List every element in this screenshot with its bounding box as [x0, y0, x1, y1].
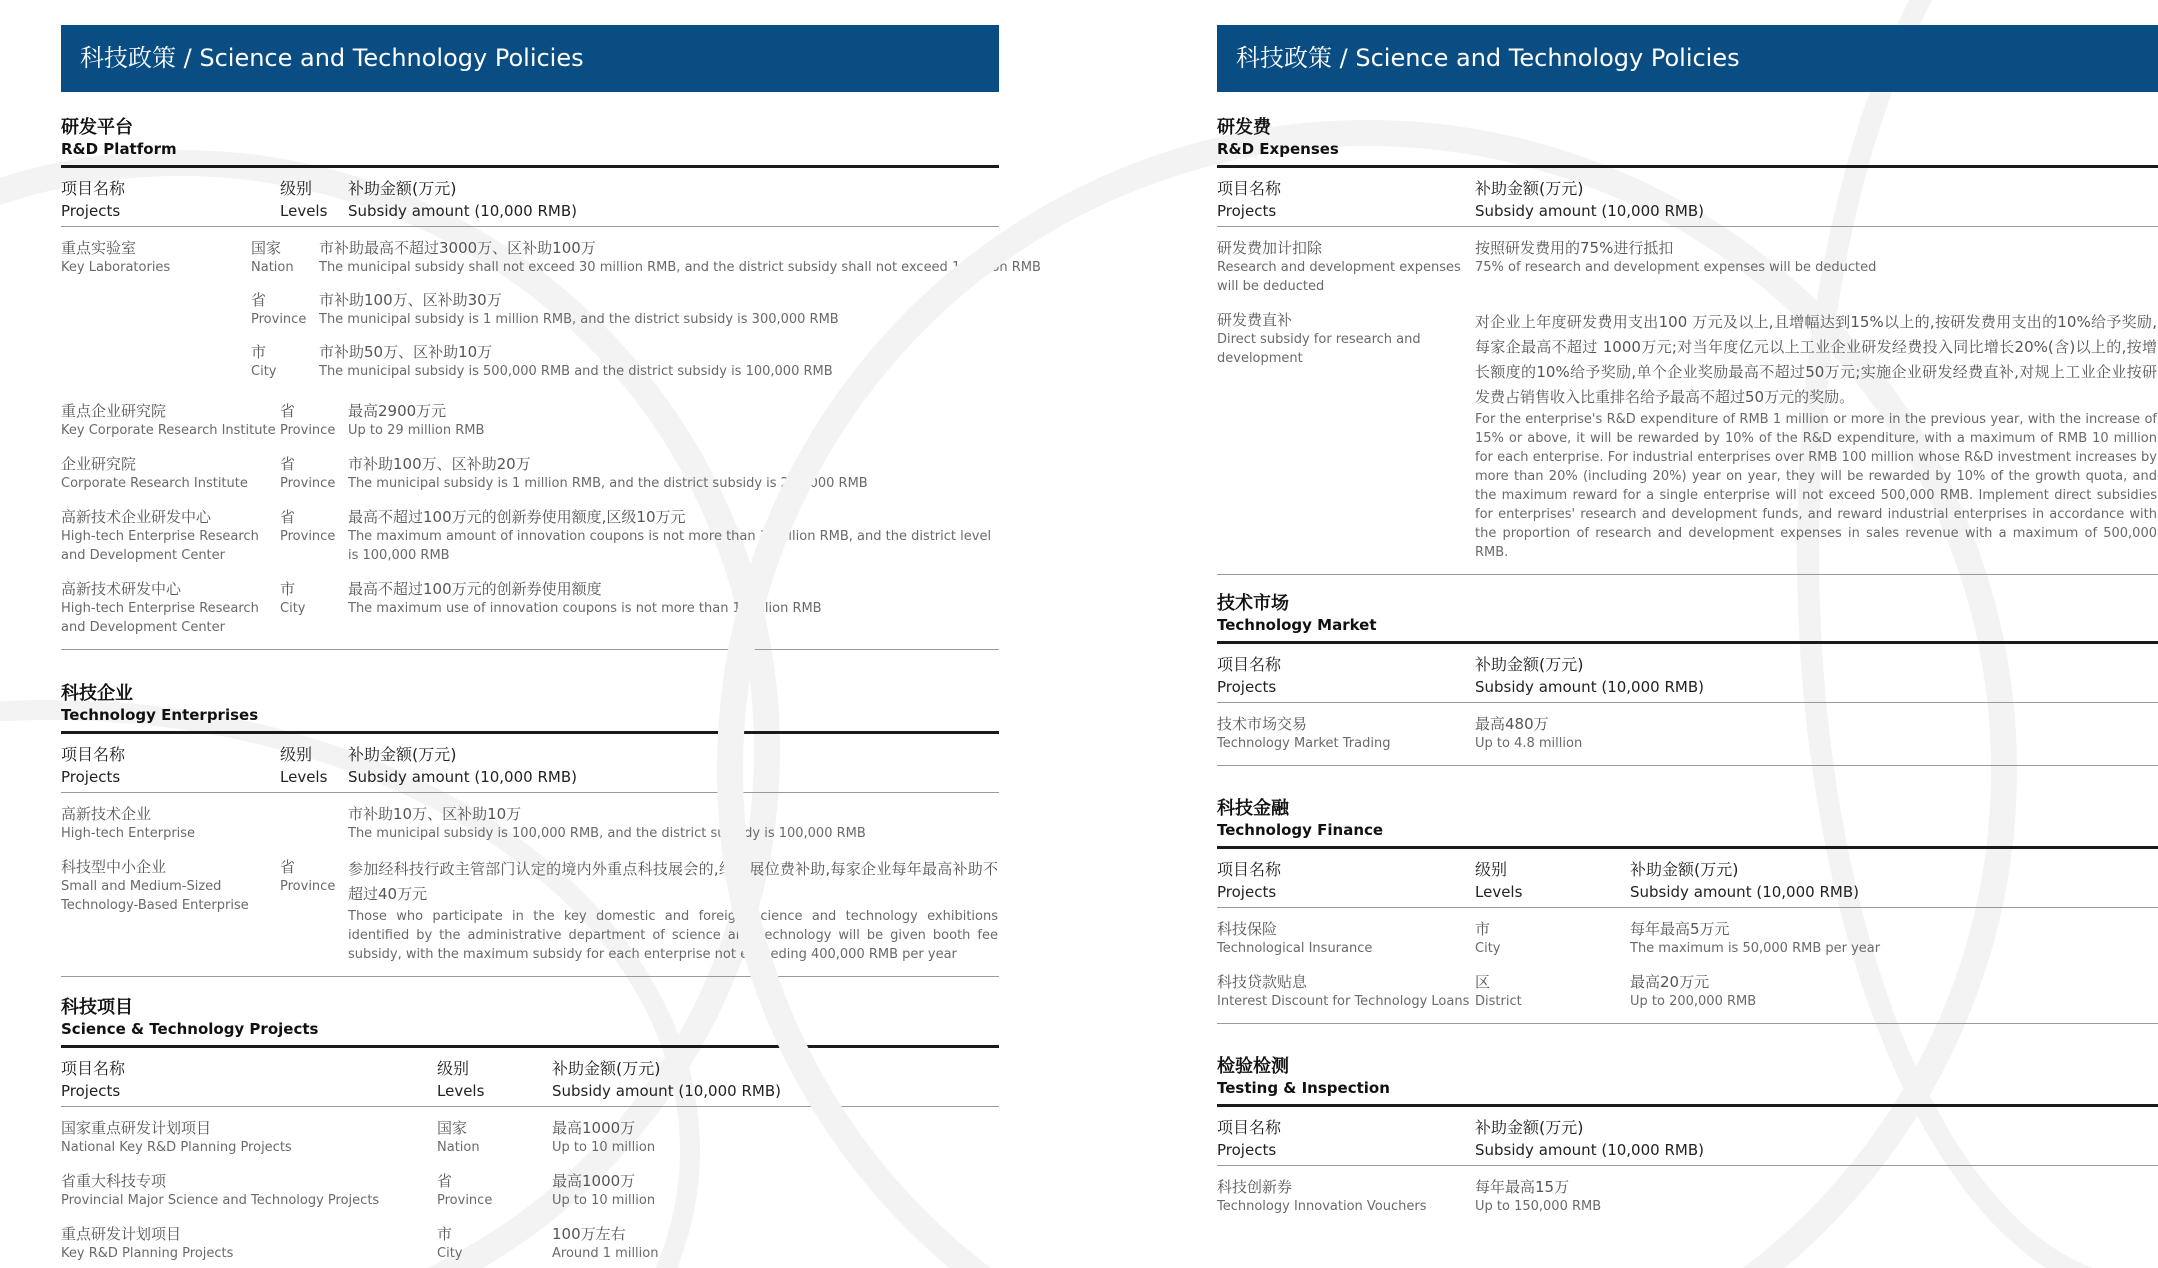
- text-cn: 高新技术企业: [61, 805, 152, 823]
- section-testing: [1217, 1056, 2158, 1216]
- section-title-en: R&D Expenses: [1217, 140, 1339, 158]
- text-cn: 科技创新券: [1217, 1178, 1293, 1196]
- text-cn: 最高1000万: [552, 1119, 636, 1137]
- table-row: [61, 1210, 999, 1263]
- text-cn: 国家重点研发计划项目: [61, 1119, 212, 1137]
- text-en: Direct subsidy for research and development: [1217, 332, 1421, 366]
- section-title-en: Testing & Inspection: [1217, 1079, 1390, 1097]
- table-header: [1217, 849, 2158, 908]
- text-en: Key R&D Planning Projects: [61, 1246, 234, 1261]
- table-cell: [1475, 310, 2157, 562]
- text-en: The municipal subsidy is 1 million RMB, and the district subsidy is 200,000 RMB: [348, 476, 868, 491]
- table-cell: [61, 804, 280, 843]
- table-cell: [61, 857, 280, 964]
- text-en: City: [1475, 941, 1501, 956]
- text-cn: 最高1000万: [552, 1172, 636, 1190]
- text-cn: 每年最高5万元: [1630, 920, 1730, 938]
- table-cell: [1217, 1177, 1475, 1216]
- section-title-cn: 科技项目: [61, 997, 133, 1018]
- text-en: Province: [280, 529, 336, 544]
- table-header: [61, 1048, 999, 1107]
- text-en: High-tech Enterprise Research and Development Center: [61, 529, 259, 563]
- table-row: [61, 1157, 999, 1210]
- section-title-en: Science & Technology Projects: [61, 1020, 319, 1038]
- table-cell: [280, 804, 348, 843]
- header-subsidy: [348, 178, 577, 222]
- text-en: Corporate Research Institute: [61, 476, 248, 491]
- section-tech-enterprises: [61, 683, 999, 977]
- text-cn: 省: [251, 291, 267, 309]
- text-cn: 研发费加计扣除: [1217, 239, 1323, 257]
- table-cell: [348, 454, 868, 493]
- text-en: Province: [280, 879, 336, 894]
- text-en: The maximum use of innovation coupons is not more than 1 million RMB: [348, 601, 822, 616]
- text-en: Levels: [280, 768, 328, 786]
- header-levels: [280, 744, 348, 788]
- section-rd-platform: [61, 117, 1041, 650]
- text-cn: 国家: [251, 239, 282, 257]
- text-en: Province: [437, 1193, 493, 1208]
- text-en: The maximum amount of innovation coupons is not more than 1 million RMB, and the district level is 100,000 RMB: [348, 529, 992, 563]
- text-cn: 级别: [437, 1059, 470, 1078]
- table-row: [61, 843, 999, 977]
- table-row: [1217, 908, 2158, 958]
- section-rd-expenses: [1217, 117, 2158, 575]
- text-cn: 高新技术研发中心: [61, 580, 182, 598]
- table-row: [61, 565, 999, 650]
- table-cell: [61, 1224, 437, 1263]
- text-cn: 市补助最高不超过3000万、区补助100万: [319, 239, 596, 257]
- text-en: Subsidy amount (10,000 RMB): [552, 1082, 781, 1100]
- text-cn: 市补助100万、区补助30万: [319, 291, 502, 309]
- text-cn: 研发费直补: [1217, 311, 1293, 329]
- table-cell: [1217, 919, 1475, 958]
- table-cell: [552, 1171, 655, 1210]
- text-en: Projects: [61, 1082, 121, 1100]
- table-cell: [348, 857, 998, 964]
- text-en: For the enterprise's R&D expenditure of RMB 1 million or more in the previous year, with the increase of 15% or above, it will be rewarded by 10% of the R&D expenditure, with a maximum of RMB 10 million for each enterprise. For industrial enterprises over RMB 100 million whose R&D investment increases by more than 20% (including 20%) year on year, they will be rewarded by 10% of the growth quota, and the maximum reward for a single enterprise will not exceed 500,000 RMB. Implement direct subsidies for enterprises' research and development funds, and reward industrial enterprises in accordance with the proportion of research and development expenses in sales revenue with a maximum of 500,000 RMB.: [1475, 412, 2157, 560]
- text-cn: 科技型中小企业: [61, 858, 167, 876]
- text-en: Technological Insurance: [1217, 941, 1373, 956]
- text-cn: 补助金额(万元): [1475, 1118, 1584, 1137]
- header-subsidy: [1630, 859, 1859, 903]
- header-levels: [437, 1058, 552, 1102]
- text-cn: 市: [437, 1225, 453, 1243]
- text-en: National Key R&D Planning Projects: [61, 1140, 292, 1155]
- text-en: Projects: [1217, 1141, 1277, 1159]
- text-en: Those who participate in the key domestic and foreign science and technology exhibitions identified by the administrative department of science and technology will be given booth fee subsidy, with the maximum subsidy for each enterprise not exceeding 400,000 RMB per year: [348, 909, 998, 962]
- text-cn: 高新技术企业研发中心: [61, 508, 212, 526]
- text-en: Projects: [1217, 883, 1277, 901]
- table-cell: [61, 1171, 437, 1210]
- page-banner: 科技政策 / Science and Technology Policies: [61, 25, 999, 92]
- text-en: Nation: [251, 260, 294, 275]
- text-en: High-tech Enterprise: [61, 826, 196, 841]
- text-en: The municipal subsidy is 100,000 RMB, and the district subsidy is 100,000 RMB: [348, 826, 866, 841]
- table-cell: [1630, 919, 1880, 958]
- text-cn: 对企业上年度研发费用支出100 万元及以上,且增幅达到15%以上的,按研发费用支出的10%给予奖励,每家企最高不超过 1000万元;对当年度亿元以上工业企业研发经费投入同比增长20%(含)以上的,按增长额度的10%给予奖励,单个企业奖励最高不超过50万元;实施企业研发经费直补,对规上工业企业按研发费占销售收入比重排名给予最高不超过50万元的奖励。: [1475, 313, 2157, 406]
- text-cn: 项目名称: [1217, 655, 1282, 674]
- table-header: [1217, 644, 2158, 703]
- text-en: Province: [280, 476, 336, 491]
- table-cell: [437, 1224, 552, 1263]
- text-cn: 科技贷款贴息: [1217, 973, 1308, 991]
- table-cell: [61, 507, 280, 565]
- text-en: Around 1 million: [552, 1246, 659, 1261]
- header-subsidy: [1475, 654, 1704, 698]
- text-en: Projects: [61, 202, 121, 220]
- text-en: Subsidy amount (10,000 RMB): [1475, 678, 1704, 696]
- section-tech-market: [1217, 593, 2158, 766]
- table-header: [1217, 1107, 2158, 1166]
- text-en: Subsidy amount (10,000 RMB): [348, 768, 577, 786]
- text-en: Projects: [1217, 678, 1277, 696]
- table-cell: [1217, 310, 1475, 562]
- text-cn: 省: [280, 508, 296, 526]
- text-cn: 参加经科技行政主管部门认定的境内外重点科技展会的,给予展位费补助,每家企业每年最高补助不超过40万元: [348, 860, 998, 903]
- table-cell: [348, 401, 484, 440]
- table-cell: [348, 507, 998, 565]
- text-en: Levels: [437, 1082, 485, 1100]
- table-cell: [61, 454, 280, 493]
- text-en: Up to 29 million RMB: [348, 423, 485, 438]
- section-title-en: Technology Finance: [1217, 821, 1384, 839]
- text-en: Technology Market Trading: [1217, 736, 1391, 751]
- table-cell: [251, 238, 319, 277]
- text-en: Up to 4.8 million: [1475, 736, 1583, 751]
- section-st-projects: [61, 997, 999, 1263]
- text-en: Subsidy amount (10,000 RMB): [1630, 883, 1859, 901]
- table-cell: [251, 342, 319, 381]
- header-projects: [1217, 1117, 1475, 1161]
- text-cn: 最高2900万元: [348, 402, 447, 420]
- text-cn: 市: [251, 343, 267, 361]
- text-en: The municipal subsidy shall not exceed 30 million RMB, and the district subsidy shall not exceed 1 million RMB: [319, 260, 1041, 275]
- text-en: High-tech Enterprise Research and Development Center: [61, 601, 259, 635]
- text-en: Provincial Major Science and Technology Projects: [61, 1193, 380, 1208]
- header-projects: [61, 178, 280, 222]
- text-cn: 重点实验室: [61, 239, 137, 257]
- text-cn: 市补助100万、区补助20万: [348, 455, 531, 473]
- header-subsidy: [348, 744, 577, 788]
- table-cell: [437, 1118, 552, 1157]
- table-cell: [61, 579, 280, 637]
- sub-row: [251, 290, 999, 342]
- text-cn: 补助金额(万元): [1475, 655, 1584, 674]
- text-cn: 市补助50万、区补助10万: [319, 343, 493, 361]
- sub-row: [251, 238, 1041, 290]
- text-en: Province: [251, 312, 307, 327]
- text-en: Research and development expenses will be deducted: [1217, 260, 1461, 294]
- text-en: Key Laboratories: [61, 260, 171, 275]
- table-row: [1217, 703, 2158, 766]
- text-cn: 每年最高15万: [1475, 1178, 1570, 1196]
- table-header: [61, 734, 999, 793]
- table-cell: [1475, 1177, 1601, 1216]
- text-en: Levels: [1475, 883, 1523, 901]
- text-cn: 项目名称: [61, 745, 126, 764]
- text-en: Up to 10 million: [552, 1193, 656, 1208]
- text-cn: 市补助10万、区补助10万: [348, 805, 522, 823]
- text-en: Subsidy amount (10,000 RMB): [1475, 202, 1704, 220]
- right-page: [1177, 0, 2158, 1268]
- text-cn: 最高20万元: [1630, 973, 1710, 991]
- text-cn: 企业研究院: [61, 455, 137, 473]
- table-cell: [1217, 238, 1475, 296]
- text-en: Subsidy amount (10,000 RMB): [348, 202, 577, 220]
- header-projects: [61, 1058, 437, 1102]
- header-subsidy: [1475, 1117, 1704, 1161]
- text-en: Province: [280, 423, 336, 438]
- text-cn: 级别: [1475, 860, 1508, 879]
- text-cn: 项目名称: [61, 179, 126, 198]
- table-cell: [1217, 972, 1475, 1011]
- page-banner: 科技政策 / Science and Technology Policies: [1217, 25, 2158, 92]
- table-cell: [1630, 972, 1756, 1011]
- section-title-en: R&D Platform: [61, 140, 177, 158]
- section-title-cn: 检验检测: [1217, 1056, 1289, 1077]
- section-title-en: Technology Enterprises: [61, 706, 259, 724]
- text-en: Up to 200,000 RMB: [1630, 994, 1757, 1009]
- text-cn: 级别: [280, 745, 313, 764]
- header-subsidy: [552, 1058, 781, 1102]
- table-cell: [437, 1171, 552, 1210]
- table-row: [61, 381, 999, 440]
- table-cell: [348, 804, 866, 843]
- text-en: Up to 10 million: [552, 1140, 656, 1155]
- header-levels: [280, 178, 348, 222]
- table-row: [1217, 227, 2158, 296]
- text-en: City: [251, 364, 277, 379]
- text-cn: 市: [1475, 920, 1491, 938]
- table-header: [1217, 168, 2158, 227]
- text-cn: 补助金额(万元): [348, 745, 457, 764]
- text-cn: 补助金额(万元): [348, 179, 457, 198]
- text-cn: 补助金额(万元): [1630, 860, 1739, 879]
- text-en: City: [437, 1246, 463, 1261]
- text-cn: 省重大科技专项: [61, 1172, 167, 1190]
- text-en: City: [280, 601, 306, 616]
- header-projects: [1217, 859, 1475, 903]
- text-cn: 100万左右: [552, 1225, 626, 1243]
- table-cell: [280, 857, 348, 964]
- table-cell: [1475, 714, 1582, 753]
- header-projects: [1217, 178, 1475, 222]
- table-cell: [319, 238, 1041, 277]
- section-title-cn: 科技金融: [1217, 798, 1289, 819]
- text-cn: 级别: [280, 179, 313, 198]
- text-cn: 科技保险: [1217, 920, 1278, 938]
- text-cn: 最高480万: [1475, 715, 1549, 733]
- text-en: Key Corporate Research Institute: [61, 423, 276, 438]
- text-cn: 省: [280, 455, 296, 473]
- text-cn: 区: [1475, 973, 1491, 991]
- text-en: Subsidy amount (10,000 RMB): [1475, 1141, 1704, 1159]
- text-cn: 省: [437, 1172, 453, 1190]
- table-cell: [1475, 919, 1630, 958]
- text-cn: 项目名称: [1217, 860, 1282, 879]
- table-row: [61, 1107, 999, 1157]
- table-cell: [280, 401, 348, 440]
- table-cell: [1475, 238, 1876, 296]
- text-cn: 项目名称: [61, 1059, 126, 1078]
- text-en: Technology Innovation Vouchers: [1217, 1199, 1427, 1214]
- text-cn: 省: [280, 402, 296, 420]
- section-tech-finance: [1217, 798, 2158, 1024]
- table-cell: [348, 579, 822, 637]
- section-title-cn: 研发平台: [61, 117, 133, 138]
- table-cell: [251, 290, 319, 329]
- table-row: [1217, 958, 2158, 1024]
- section-title-cn: 研发费: [1217, 117, 1271, 138]
- text-cn: 补助金额(万元): [1475, 179, 1584, 198]
- text-cn: 重点企业研究院: [61, 402, 167, 420]
- text-en: Nation: [437, 1140, 480, 1155]
- text-cn: 省: [280, 858, 296, 876]
- table-cell: [61, 401, 280, 440]
- section-title-en: Technology Market: [1217, 616, 1377, 634]
- text-en: The maximum is 50,000 RMB per year: [1630, 941, 1881, 956]
- section-title-cn: 技术市场: [1217, 593, 1289, 614]
- text-cn: 按照研发费用的75%进行抵扣: [1475, 239, 1674, 257]
- text-en: Projects: [61, 768, 121, 786]
- table-cell: [552, 1224, 658, 1263]
- text-cn: 重点研发计划项目: [61, 1225, 182, 1243]
- text-cn: 最高不超过100万元的创新券使用额度: [348, 580, 602, 598]
- table-cell: [280, 507, 348, 565]
- sub-row: [251, 342, 999, 381]
- text-cn: 技术市场交易: [1217, 715, 1308, 733]
- text-en: Small and Medium-Sized Technology-Based Enterprise: [61, 879, 249, 913]
- table-row: [1217, 1166, 2158, 1216]
- header-subsidy: [1475, 178, 1704, 222]
- text-en: Up to 150,000 RMB: [1475, 1199, 1602, 1214]
- table-cell: [319, 342, 833, 381]
- text-en: Interest Discount for Technology Loans: [1217, 994, 1470, 1009]
- text-en: The municipal subsidy is 1 million RMB, and the district subsidy is 300,000 RMB: [319, 312, 839, 327]
- left-page: [0, 0, 1040, 1268]
- table-cell: [552, 1118, 655, 1157]
- text-en: 75% of research and development expenses will be deducted: [1475, 260, 1877, 275]
- text-cn: 国家: [437, 1119, 468, 1137]
- text-cn: 项目名称: [1217, 1118, 1282, 1137]
- table-cell: [61, 1118, 437, 1157]
- table-cell: [1475, 972, 1630, 1011]
- text-cn: 项目名称: [1217, 179, 1282, 198]
- text-cn: 最高不超过100万元的创新券使用额度,区级10万元: [348, 508, 686, 526]
- header-projects: [61, 744, 280, 788]
- text-en: District: [1475, 994, 1522, 1009]
- section-title-cn: 科技企业: [61, 683, 133, 704]
- table-row: [61, 793, 999, 843]
- table-row: [1217, 296, 2158, 575]
- table-cell: [61, 238, 251, 381]
- text-en: Projects: [1217, 202, 1277, 220]
- text-cn: 补助金额(万元): [552, 1059, 661, 1078]
- text-en: The municipal subsidy is 500,000 RMB and the district subsidy is 100,000 RMB: [319, 364, 833, 379]
- table-row: [61, 227, 1041, 381]
- text-en: Levels: [280, 202, 328, 220]
- table-cell: [280, 579, 348, 637]
- table-cell: [319, 290, 839, 329]
- header-projects: [1217, 654, 1475, 698]
- table-cell: [1217, 714, 1475, 753]
- header-levels: [1475, 859, 1630, 903]
- table-row: [61, 440, 999, 493]
- table-row: [61, 493, 999, 565]
- text-cn: 市: [280, 580, 296, 598]
- table-header: [61, 168, 999, 227]
- table-cell: [280, 454, 348, 493]
